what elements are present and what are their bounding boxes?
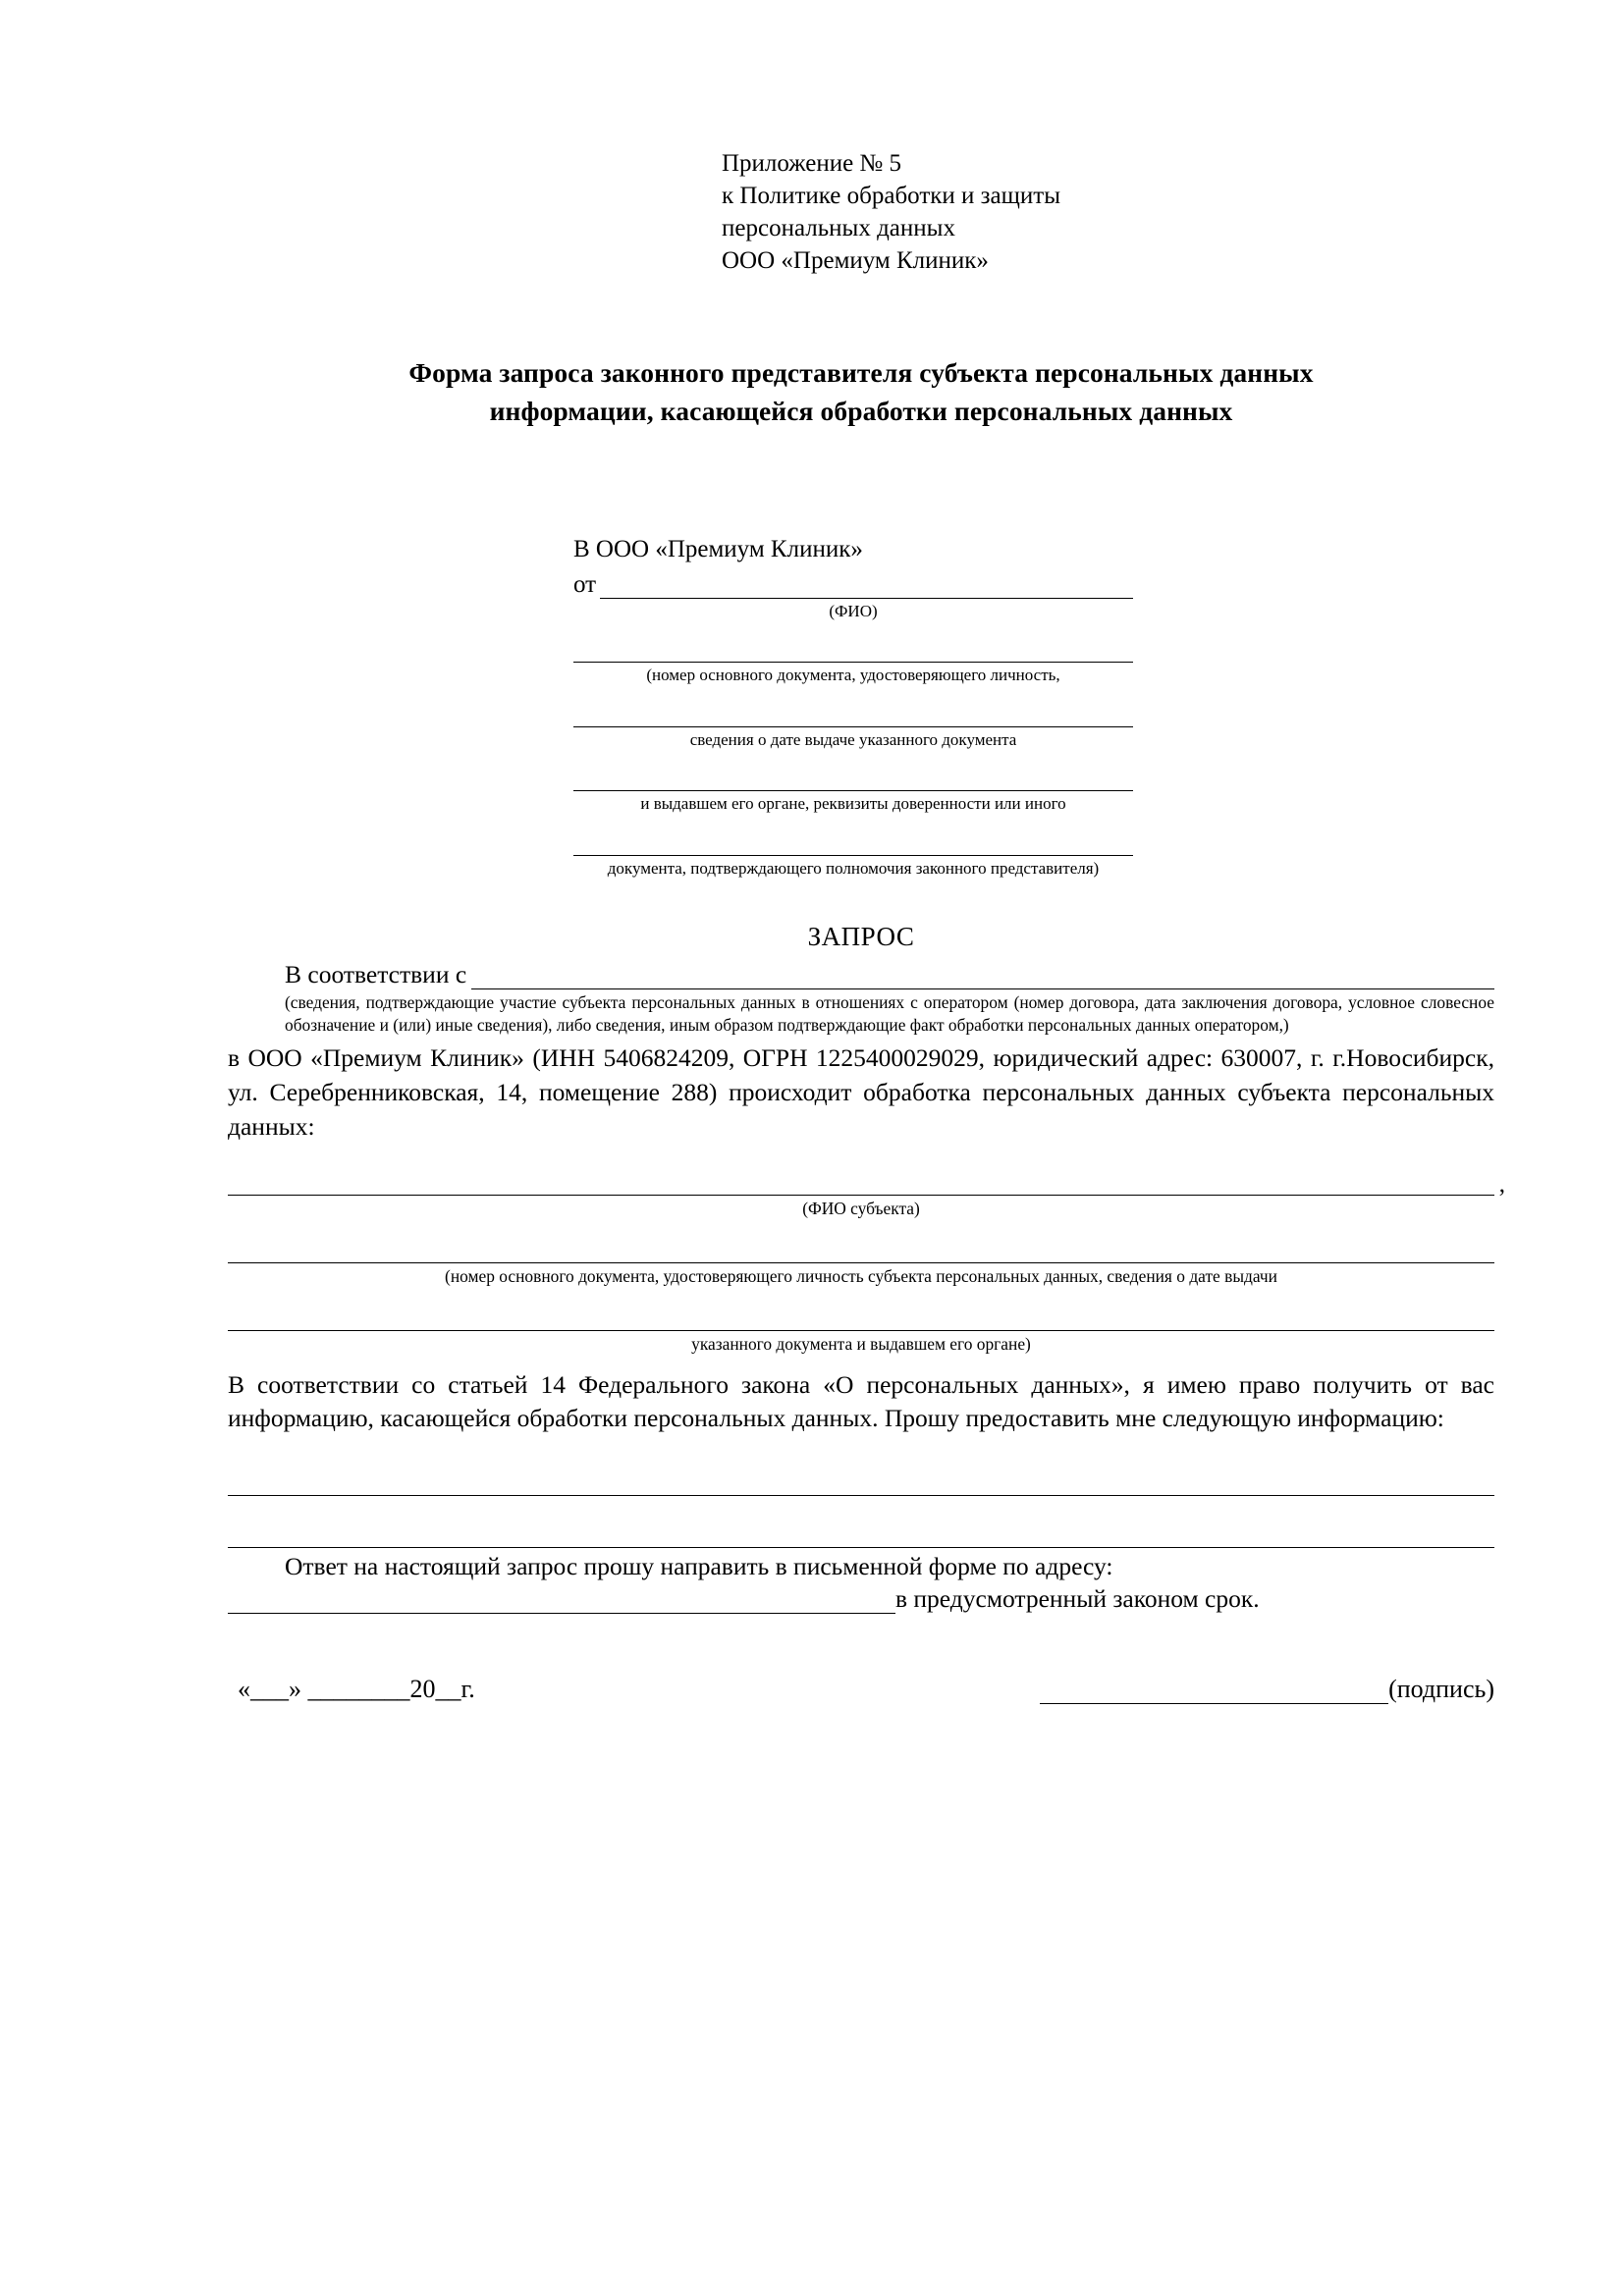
caption-request-details: (сведения, подтверждающие участие субъекта персональных данных в отношениях с оператором (номер договора, дата заключения договора, условное словесное обозначение и (или) иные сведения), либо сведения, иным образом подтверждающие факт обработки персональных данных оператором,) xyxy=(285,992,1494,1035)
caption-fio: (ФИО) xyxy=(829,602,878,621)
document-body xyxy=(228,147,1494,1704)
from-fio-input[interactable] xyxy=(600,572,1133,599)
subject-fio-input[interactable] xyxy=(228,1165,1494,1196)
signature-row xyxy=(228,1675,1494,1704)
appendix-header xyxy=(722,147,1494,277)
signature-label: (подпись) xyxy=(1388,1674,1494,1703)
in-accordance-label: В соответствии с xyxy=(285,960,467,989)
subject-doc-organ-input[interactable] xyxy=(228,1301,1494,1331)
doc-number-input[interactable] xyxy=(573,636,1133,663)
addressee-block xyxy=(573,536,1133,879)
requested-info-line-1[interactable] xyxy=(228,1466,1494,1496)
doc-date-input[interactable] xyxy=(573,701,1133,727)
request-heading: ЗАПРОС xyxy=(807,922,915,952)
appendix-header-line-2: к Политике обработки и защиты xyxy=(722,183,1061,209)
answer-address-tail: в предусмотренный законом срок. xyxy=(895,1583,1260,1613)
appendix-header-line-4: ООО «Премиум Клиник» xyxy=(722,247,989,274)
addressee-organization: В ООО «Премиум Клиник» xyxy=(573,536,863,563)
requested-info-line-2[interactable] xyxy=(228,1518,1494,1548)
caption-subject-doc-2: указанного документа и выдавшем его органе) xyxy=(691,1334,1031,1355)
from-label: от xyxy=(573,571,597,599)
signature-date[interactable]: «___» ________20__г. xyxy=(238,1674,475,1703)
caption-doc-powers: документа, подтверждающего полномочия законного представителя) xyxy=(607,858,1100,878)
answer-address-row xyxy=(228,1584,1494,1614)
caption-subject-fio: (ФИО субъекта) xyxy=(802,1199,920,1219)
subject-doc-input[interactable] xyxy=(228,1233,1494,1263)
in-accordance-row xyxy=(228,960,1494,989)
doc-powers-input[interactable] xyxy=(573,829,1133,856)
answer-paragraph: Ответ на настоящий запрос прошу направить в письменной форме по адресу: xyxy=(285,1551,1113,1580)
answer-address-input[interactable] xyxy=(228,1586,895,1614)
caption-doc-date: сведения о дате выдаче указанного документа xyxy=(689,729,1017,749)
in-accordance-input[interactable] xyxy=(471,963,1494,989)
caption-subject-doc: (номер основного документа, удостоверяющего личность субъекта персональных данных, сведения о дате выдачи xyxy=(445,1266,1277,1287)
doc-organ-input[interactable] xyxy=(573,765,1133,791)
from-row xyxy=(573,571,1133,599)
appendix-header-line-3: персональных данных xyxy=(722,215,955,241)
page-title-line-1: Форма запроса законного представителя субъекта персональных данных xyxy=(408,357,1314,388)
caption-doc-organ: и выдавшем его органе, реквизиты доверенности или иного xyxy=(640,794,1066,814)
caption-doc-number: (номер основного документа, удостоверяющего личность, xyxy=(646,666,1060,685)
operator-paragraph: в ООО «Премиум Клиник» (ИНН 5406824209, ОГРН 1225400029029, юридический адрес: 630007, г. г.Новосибирск, ул. Серебренниковская, 14, помещение 288) происходит обработка персональных данных субъекта персональных данных: xyxy=(228,1043,1494,1141)
appendix-header-line-1: Приложение № 5 xyxy=(722,150,902,177)
law-paragraph: В соответствии со статьей 14 Федерального закона «О персональных данных», я имею право получить от вас информацию, касающейся обработки персональных данных. Прошу предоставить мне следующую информацию: xyxy=(228,1370,1494,1433)
page-title-line-2: информации, касающейся обработки персональных данных xyxy=(489,396,1233,427)
signature-input[interactable] xyxy=(1040,1678,1388,1704)
page-title xyxy=(228,353,1494,430)
